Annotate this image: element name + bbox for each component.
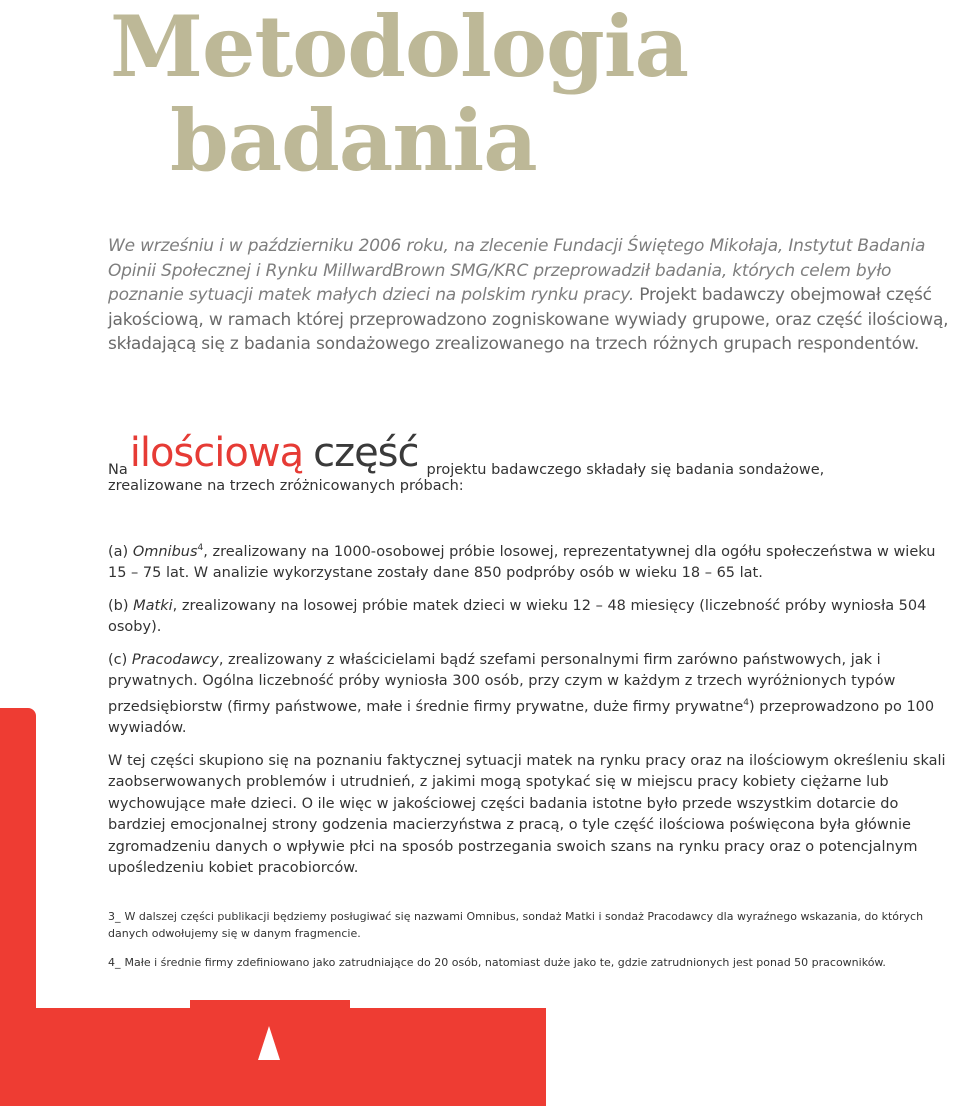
item-a-footnote-ref: 4 [197,543,204,553]
section-heading-continuation: projektu badawczego składały się badania sondażowe, [426,462,825,478]
intro-rest: Projekt badawczy obejmował część jakościową, w ramach której przeprowadzono zogniskowane wywiady grupowe, oraz część ilościową, składającą się z badania sondażowego zrealizowanego na trzech różnych grupach respondentów. [108,285,949,354]
decorative-red-block [36,1008,546,1106]
item-a-prefix: (a) [108,543,129,560]
section-heading [108,430,958,497]
body-text [108,538,958,891]
section-heading-word: część [313,430,419,476]
item-a-text: , zrealizowany na 1000-osobowej próbie losowej, reprezentatywnej dla ogółu społeczeństwa w wieku 15 – 75 lat. W analizie wykorzystane zostały dane 850 podpróby osób w wieku 18 – 65 lat. [108,543,936,582]
footnote-4-number: 4_ [108,956,121,969]
item-b-text: , zrealizowany na losowej próbie matek dzieci w wieku 12 – 48 miesięcy (liczebność próby wyniosła 504 osoby). [108,597,927,636]
item-c-text: , zrealizowany z właścicielami bądź szefami personalnymi firm zarówno państwowych, jak i prywatnych. Ogólna liczebność próby wyniosła 300 osób, przy czym w każdym z trzech wyróżnionych typów przedsiębiorstw (firmy państwowe, małe i średnie firmy prywatne, duże firmy prywatne [108,651,896,715]
item-c-name: Pracodawcy [131,651,219,668]
page-title [110,0,688,188]
triangle-icon [258,1026,280,1060]
page-title-line-1: Metodologia [110,0,689,96]
footnote-3 [108,908,960,942]
footnote-3-text: W dalszej części publikacji będziemy posługiwać się nazwami Omnibus, sondaż Matki i sondaż Pracodawcy dla wyraźnego wskazania, do których danych odwołujemy się w danym fragmencie. [108,910,924,940]
item-c [108,650,958,740]
section-heading-highlight: ilościową [129,430,304,476]
decorative-red-bar [0,708,36,1106]
page-title-line-2: badania [170,91,537,190]
footnote-4 [108,954,960,971]
item-c-text-end: ) przeprowadzono po 100 wywiadów. [108,698,935,737]
footnotes [108,908,960,983]
intro-paragraph [108,234,958,357]
closing-paragraph: W tej części skupiono się na poznaniu faktycznej sytuacji matek na rynku pracy oraz na ilościowym określeniu skali zaobserwowanych problemów i utrudnień, z jakimi mogą spotykać się w miejscu pracy kobiety ciężarne lub wychowujące małe dzieci. O ile więc w jakościowej części badania istotne było przede wszystkim dotarcie do bardziej emocjonalnej strony godzenia macierzyństwa z pracą, o tyle część ilościowa poświęcona była głównie zgromadzeniu danych o wpływie płci na sposób postrzegania swoich szans na rynku pracy oraz o potencjalnym upośledzeniu kobiet pracobiorców. [108,752,946,877]
intro-lead: We wrześniu i w październiku 2006 roku, na zlecenie Fundacji Świętego Mikołaja, Instytut Badania Opinii Społecznej i Rynku MillwardBrown SMG/KRC przeprowadził badania, których celem było poznanie sytuacji matek małych dzieci na polskim rynku pracy. [108,236,926,305]
section-heading-na: Na [108,462,128,478]
item-b-name: Matki [133,597,173,614]
section-heading-continuation-2: zrealizowane na trzech zróżnicowanych próbach: [108,478,464,494]
item-a [108,538,958,585]
item-c-prefix: (c) [108,651,128,668]
item-b [108,596,958,639]
item-c-footnote-ref: 4 [743,697,749,708]
footnote-4-text: Małe i średnie firmy zdefiniowano jako zatrudniające do 20 osób, natomiast duże jako te, gdzie zatrudnionych jest ponad 50 pracowników. [124,956,886,969]
item-a-name: Omnibus [132,543,198,560]
item-b-prefix: (b) [108,597,129,614]
footnote-3-number: 3_ [108,910,121,923]
